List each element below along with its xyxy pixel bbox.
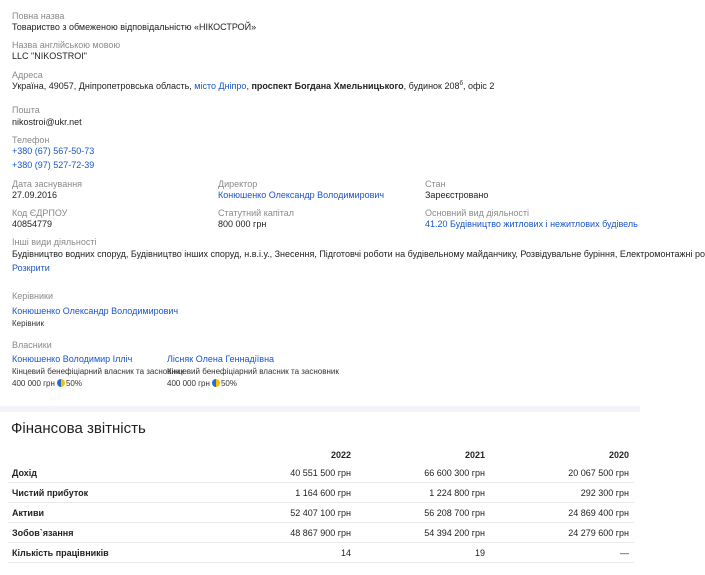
state-value: Зареєстровано [425, 190, 489, 200]
full-name-label: Повна назва [12, 11, 65, 21]
row-value-2022: 40 551 500 грн [290, 468, 351, 478]
manager-role: Керівник [12, 319, 44, 328]
owner-link-1[interactable]: Конюшенко Володимир Ілліч [12, 354, 133, 364]
manager-link[interactable]: Конюшенко Олександр Володимирович [12, 306, 179, 316]
row-label: Зобов`язання [12, 528, 74, 538]
address-label: Адреса [12, 70, 43, 80]
capital-label: Статутний капітал [218, 208, 294, 218]
row-value-2020: 24 279 600 грн [568, 528, 629, 538]
address-prefix: Україна, 49057, Дніпропетровська область, [12, 81, 195, 91]
owner-share-2 [167, 379, 237, 388]
address-city-link[interactable]: місто Дніпро [194, 81, 247, 91]
phone-link-2[interactable]: +380 (97) 527-72-39 [12, 160, 95, 170]
finance-row-revenue [8, 462, 634, 483]
owner-share-percent-2: 50% [220, 379, 237, 388]
finance-title: Фінансова звітність [11, 420, 146, 437]
capital-value: 800 000 грн [218, 219, 267, 229]
phone-label: Телефон [12, 135, 50, 145]
other-activities-label: Інші види діяльності [12, 237, 97, 247]
email-label: Пошта [12, 105, 40, 115]
owner-link-2[interactable]: Лісняк Олена Геннадіївна [167, 354, 275, 364]
finance-row-employees [8, 542, 634, 563]
row-value-2020: — [620, 548, 629, 558]
row-value-2022: 48 867 900 грн [290, 528, 351, 538]
edrpou-label: Код ЄДРПОУ [12, 208, 68, 218]
row-value-2020: 24 869 400 грн [568, 508, 629, 518]
phone-link-1[interactable]: +380 (67) 567-50-73 [12, 146, 95, 156]
address-sep: , [246, 81, 252, 91]
row-value-2020: 20 067 500 грн [568, 468, 629, 478]
row-value-2021: 66 600 300 грн [424, 468, 485, 478]
owner-share-amount-1: 400 000 грн [12, 379, 55, 388]
founded-label: Дата заснування [12, 179, 83, 189]
row-value-2021: 1 224 800 грн [429, 488, 485, 498]
row-value-2020: 292 300 грн [580, 488, 629, 498]
address-sup: б [459, 81, 463, 87]
row-label: Чистий прибуток [12, 488, 89, 498]
row-value-2021: 56 208 700 грн [424, 508, 485, 518]
address-building: , будинок 208 [403, 81, 460, 91]
address-office: , офіс 2 [462, 81, 495, 91]
full-name: Товариство з обмеженою відповідальністю «НІКОСТРОЙ» [12, 22, 257, 32]
finance-row-net-profit [8, 482, 634, 503]
en-name-label: Назва англійською мовою [12, 40, 121, 50]
email: nikostroi@ukr.net [12, 117, 82, 127]
finance-row-liabilities [8, 522, 634, 543]
row-value-2022: 1 164 600 грн [295, 488, 351, 498]
row-value-2021: 19 [474, 548, 485, 558]
address-street: проспект Богдана Хмельницького [251, 81, 404, 91]
row-value-2021: 54 394 200 грн [424, 528, 485, 538]
expand-link[interactable]: Розкрити [12, 263, 50, 273]
share-pie-icon [212, 379, 220, 387]
row-value-2022: 52 407 100 грн [290, 508, 351, 518]
owner-share-percent-1: 50% [65, 379, 82, 388]
finance-row-assets [8, 502, 634, 523]
director-label: Директор [218, 179, 258, 189]
owner-role-1: Кінцевий бенефіціарний власник та засновник [12, 367, 184, 376]
row-label: Кількість працівників [12, 548, 109, 558]
year-header-1: 2022 [330, 450, 351, 460]
year-header-2: 2021 [464, 450, 485, 460]
owner-share-1 [12, 379, 82, 388]
state-label: Стан [425, 179, 446, 189]
row-label: Дохід [12, 468, 38, 478]
main-activity-label: Основний вид діяльності [425, 208, 530, 218]
other-activities: Будівництво водних споруд, Будівництво інших споруд, н.в.і.у., Знесення, Підготовчі роботи на будівельному майданчику, Розвідувальне буріння, Електромонтажні ро [12, 249, 705, 259]
edrpou-value: 40854779 [12, 219, 53, 229]
row-value-2022: 14 [340, 548, 351, 558]
managers-label: Керівники [12, 291, 53, 301]
row-label: Активи [12, 508, 45, 518]
founded-date: 27.09.2016 [12, 190, 58, 200]
year-header-3: 2020 [608, 450, 629, 460]
owner-role-2: Кінцевий бенефіціарний власник та засновник [167, 367, 339, 376]
en-name: LLC "NIKOSTROI" [12, 51, 87, 61]
owner-share-amount-2: 400 000 грн [167, 379, 210, 388]
owners-label: Власники [12, 340, 52, 350]
share-pie-icon [57, 379, 65, 387]
director-link[interactable]: Конюшенко Олександр Володимирович [218, 190, 385, 200]
main-activity-link[interactable]: 41.20 Будівництво житлових і нежитлових будівель [425, 219, 638, 229]
address [12, 81, 494, 91]
